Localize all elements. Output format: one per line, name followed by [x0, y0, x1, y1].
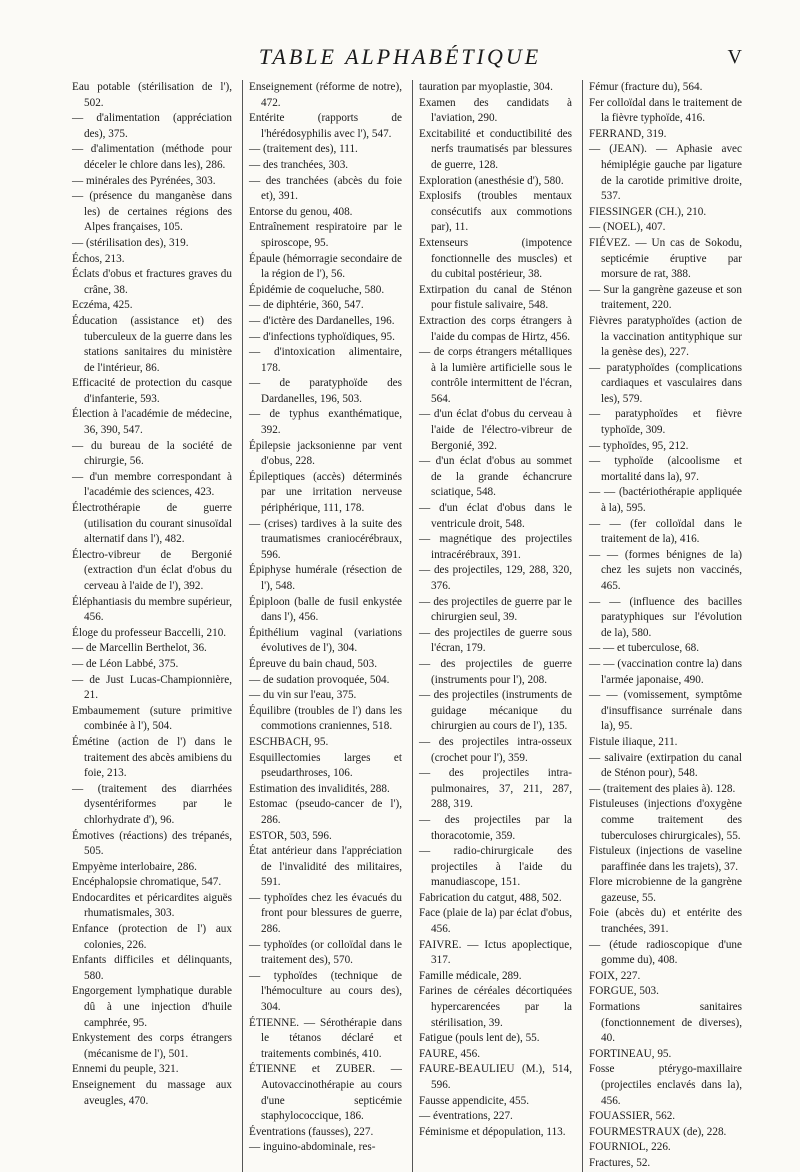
index-entry: Estimation des invalidités, 288.	[249, 782, 390, 795]
index-entry: Farines de céréales décortiquées hypercarencées par la stérilisation, 39.	[419, 985, 572, 1029]
index-entry: Électro-vibreur de Bergonié (extraction d'un éclat d'obus du cerveau à l'aide de l'), 392.	[72, 548, 232, 592]
index-entry: Fabrication du catgut, 488, 502.	[419, 891, 562, 904]
index-entry: — du vin sur l'eau, 375.	[249, 689, 357, 702]
index-entry: — (traitement des diarrhées dysentériformes par le chlorhydrate d'), 96.	[72, 782, 232, 826]
index-entry: — d'infections typhoïdiques, 95.	[249, 330, 395, 343]
index-entry: — de typhus exanthématique, 392.	[249, 408, 402, 437]
index-entry: — d'un éclat d'obus du cerveau à l'aide de l'électro-vibreur de Bergonié, 392.	[419, 408, 572, 452]
index-entry: Éléphantiasis du membre supérieur, 456.	[72, 595, 232, 624]
index-entry: — (traitement des plaies à). 128.	[589, 782, 736, 795]
index-entry: Épiphyse humérale (résection de l'), 548.	[249, 564, 402, 592]
index-entry: Encéphalopsie chromatique, 547.	[72, 876, 222, 889]
index-entry: Épithélium vaginal (variations évolutives de l'), 304.	[249, 626, 402, 655]
index-entry: Foie (abcès du) et entérite des tranchées, 391.	[589, 907, 742, 936]
index-entry: Formations sanitaires (fonctionnement de diverses), 40.	[589, 1001, 742, 1045]
index-entry: Émotives (réactions) des trépanés, 505.	[72, 829, 232, 858]
index-entry: Estomac (pseudo-cancer de l'), 286.	[249, 798, 402, 826]
index-entry: ÉTIENNE. — Sérothérapie dans le tétanos déclaré et traitements combinés, 410.	[249, 1016, 402, 1060]
index-entry: — d'alimentation (appréciation des), 375.	[72, 112, 232, 140]
index-entry: Fosse ptérygo-maxillaire (projectiles enclavés dans la), 456.	[589, 1063, 742, 1107]
index-entry: — typhoïdes (or colloïdal dans le traitement des), 570.	[249, 938, 402, 967]
index-entry: — — (vomissement, symptôme d'insuffisance surrénale dans la), 95.	[589, 689, 742, 733]
index-entry: Équilibre (troubles de l') dans les commotions craniennes, 518.	[249, 704, 402, 733]
index-entry: — d'alimentation (méthode pour déceler le chlore dans les), 286.	[72, 143, 232, 171]
index-entry: Eczéma, 425.	[72, 299, 133, 312]
index-entry: — d'intoxication alimentaire, 178.	[249, 346, 402, 374]
index-entry: Émétine (action de l') dans le traitement des abcès amibiens du foie, 213.	[72, 735, 232, 780]
index-entry: — — et tuberculose, 68.	[589, 642, 699, 655]
index-entry: — d'un éclat d'obus dans le ventricule droit, 548.	[419, 502, 572, 530]
index-entry: Éducation (assistance et) des tuberculeux de la guerre dans les stations sanitaires du ministère de l'intérieur, 86.	[72, 314, 232, 374]
index-entry: Fer colloïdal dans le traitement de la fièvre typhoïde, 416.	[589, 96, 742, 125]
index-entry: FOIX, 227.	[589, 969, 641, 982]
index-entry: — de paratyphoïde des Dardanelles, 196, 503.	[249, 377, 402, 405]
index-entry: — — (fer colloïdal dans le traitement de la), 416.	[589, 517, 742, 546]
index-entry: Épreuve du bain chaud, 503.	[249, 657, 377, 670]
index-entry: Examen des candidats à l'aviation, 290.	[419, 96, 572, 125]
index-entry: — minérales des Pyrénées, 303.	[72, 174, 216, 187]
index-entry: — (crises) tardives à la suite des traumatismes craniocérébraux, 596.	[249, 517, 402, 561]
index-entry: Engorgement lymphatique durable dû à une injection d'huile camphrée, 95.	[72, 985, 232, 1029]
index-entry: — des projectiles par la thoracotomie, 359.	[419, 813, 572, 842]
index-entry: Éclats d'obus et fractures graves du crâne, 38.	[72, 268, 232, 296]
index-entry: Éventrations (fausses), 227.	[249, 1125, 374, 1138]
index-entry: — des projectiles de guerre sous l'écran, 179.	[419, 626, 572, 655]
index-entry: — des projectiles intra-pulmonaires, 37, 211, 287, 288, 319.	[419, 767, 572, 811]
index-entry: — de Marcellin Berthelot, 36.	[72, 642, 207, 655]
index-entry: Enfance (protection de l') aux colonies, 226.	[72, 923, 232, 951]
index-entry: — des tranchées, 303.	[249, 158, 349, 171]
index-entry: Épidémie de coqueluche, 580.	[249, 283, 385, 296]
index-entry: — (étude radioscopique d'une gomme du), 408.	[589, 938, 742, 967]
index-entry: Esquillectomies larges et pseudarthroses, 106.	[249, 751, 402, 780]
index-entry: — (présence du manganèse dans les) de certaines régions des Alpes françaises, 105.	[72, 190, 232, 234]
index-entry: Extirpation du canal de Sténon pour fistule salivaire, 548.	[419, 283, 572, 312]
index-entry: Épiploon (balle de fusil enkystée dans l'), 456.	[249, 595, 402, 624]
index-entry: FIESSINGER (CH.), 210.	[589, 205, 707, 218]
index-entry: Épaule (hémorragie secondaire de la région de l'), 56.	[249, 252, 402, 281]
index-entry: — du bureau de la société de chirurgie, 56.	[72, 439, 232, 468]
index-column-1	[72, 80, 234, 1172]
index-entry: FIÉVEZ. — Un cas de Sokodu, septicémie éruptive par morsure de rat, 388.	[589, 236, 742, 281]
page-title: TABLE ALPHABÉTIQUE	[258, 44, 542, 69]
index-entry: Élection à l'académie de médecine, 36, 390, 547.	[72, 408, 232, 437]
index-entry: FORTINEAU, 95.	[589, 1047, 672, 1060]
index-column-3	[412, 80, 574, 1172]
index-entry: Enseignement du massage aux aveugles, 470.	[72, 1079, 232, 1107]
index-entry: Efficacité de protection du casque d'infanterie, 593.	[72, 377, 232, 405]
index-entry: — — (influence des bacilles paratyphiques sur l'évolution de la), 580.	[589, 595, 742, 639]
index-entry: ESTOR, 503, 596.	[249, 829, 332, 842]
index-entry: FERRAND, 319.	[589, 127, 667, 140]
index-entry: FORGUE, 503.	[589, 985, 659, 998]
index-entry: Embaumement (suture primitive combinée à l'), 504.	[72, 704, 232, 733]
index-entry: — de corps étrangers métalliques à la lumière artificielle sous le contrôle intermittent de l'écran, 564.	[419, 346, 572, 405]
index-entry: Excitabilité et conductibilité des nerfs traumatisés par blessures de guerre, 128.	[419, 127, 572, 171]
index-entry: — typhoïdes (technique de l'hémoculture au cours des), 304.	[249, 969, 402, 1014]
index-entry: — typhoïde (alcoolisme et mortalité dans la), 97.	[589, 455, 742, 483]
index-entry: — des tranchées (abcès du foie et), 391.	[249, 174, 402, 203]
index-entry: Explosifs (troubles mentaux consécutifs aux commotions par), 11.	[419, 190, 572, 234]
index-entry: ESCHBACH, 95.	[249, 735, 329, 748]
index-entry: Entorse du genou, 408.	[249, 205, 353, 218]
index-entry: Flore microbienne de la gangrène gazeuse, 55.	[589, 876, 742, 904]
page-number: V	[727, 46, 742, 68]
index-entry: — typhoïdes, 95, 212.	[589, 439, 689, 452]
index-entry: — de Just Lucas-Championnière, 21.	[72, 673, 232, 702]
index-entry: — des projectiles de guerre (instruments pour l'), 208.	[419, 657, 572, 686]
index-entry: — des projectiles intra-osseux (crochet pour l'), 359.	[419, 735, 572, 764]
index-entry: — inguino-abdominale, res-	[249, 1141, 376, 1154]
index-entry: Endocardites et péricardites aiguës rhumatismales, 303.	[72, 891, 232, 920]
index-entry: — salivaire (extirpation du canal de Sténon pour), 548.	[589, 751, 742, 780]
index-entry: — (stérilisation des), 319.	[72, 236, 189, 249]
index-columns	[72, 80, 744, 1169]
index-entry: — (JEAN). — Aphasie avec hémiplégie gauche par ligature de la carotide primitive droite, 537.	[589, 143, 742, 203]
index-entry: — Sur la gangrène gazeuse et son traitement, 220.	[589, 283, 742, 312]
index-entry: Enkystement des corps étrangers (mécanisme de l'), 501.	[72, 1032, 232, 1060]
index-entry: Fatigue (pouls lent de), 55.	[419, 1032, 540, 1045]
index-column-2	[242, 80, 404, 1172]
index-entry: — (NOEL), 407.	[589, 221, 666, 234]
index-entry: Fémur (fracture du), 564.	[589, 81, 703, 93]
index-entry: Électrothérapie de guerre (utilisation du courant sinusoïdal alternatif dans l'), 482.	[72, 502, 232, 546]
index-entry: Épileptiques (accès) déterminés par une irritation nerveuse périphérique, 111, 178.	[249, 470, 402, 515]
index-entry: Fièvres paratyphoïdes (action de la vaccination antityphique sur la genèse des), 227.	[589, 314, 742, 359]
index-entry: FAURE, 456.	[419, 1047, 481, 1060]
index-entry: tauration par myoplastie, 304.	[419, 81, 553, 93]
index-entry: Fistuleuses (injections d'oxygène comme traitement des tuberculoses chirurgicales), 55.	[589, 798, 742, 842]
index-entry: Fausse appendicite, 455.	[419, 1094, 529, 1107]
index-entry: — — (vaccination contre la) dans l'armée japonaise, 490.	[589, 657, 742, 686]
index-entry: Éloge du professeur Baccelli, 210.	[72, 626, 227, 639]
index-entry: — de diphtérie, 360, 547.	[249, 299, 364, 312]
index-entry: — des projectiles (instruments de guidage mécanique du chirurgien au cours de l'), 135.	[419, 689, 572, 733]
index-entry: — — (formes bénignes de la) chez les sujets non vaccinés, 465.	[589, 548, 742, 592]
index-entry: — paratyphoïdes et fièvre typhoïde, 309.	[589, 408, 742, 437]
index-entry: FAIVRE. — Ictus apoplectique, 317.	[419, 938, 572, 967]
index-entry: FOURNIOL, 226.	[589, 1141, 671, 1154]
index-entry: Extenseurs (impotence fonctionnelle des muscles) et du cubital postérieur, 38.	[419, 236, 572, 281]
index-entry: Enfants difficiles et délinquants, 580.	[72, 954, 232, 982]
index-entry: — (traitement des), 111.	[249, 143, 358, 156]
index-entry: Féminisme et dépopulation, 113.	[419, 1125, 566, 1138]
index-entry: Ennemi du peuple, 321.	[72, 1063, 179, 1076]
index-entry: FAURE-BEAULIEU (M.), 514, 596.	[419, 1063, 572, 1091]
index-entry: FOURMESTRAUX (de), 228.	[589, 1125, 727, 1138]
index-entry: — des projectiles, 129, 288, 320, 376.	[419, 564, 572, 592]
index-entry: Fistule iliaque, 211.	[589, 735, 678, 748]
index-entry: Eau potable (stérilisation de l'), 502.	[72, 81, 232, 109]
index-entry: — d'ictère des Dardanelles, 196.	[249, 314, 395, 327]
index-entry: Entérite (rapports de l'hérédosyphilis avec l'), 547.	[249, 112, 402, 140]
index-entry: ÉTIENNE et ZUBER. — Autovaccinothérapie au cours d'une septicémie staphylococcique, 186.	[249, 1063, 402, 1123]
index-entry: — radio-chirurgicale des projectiles à l'aide du manudiascope, 151.	[419, 845, 572, 889]
index-entry: — paratyphoïdes (complications cardiaques et vasculaires dans les), 579.	[589, 361, 742, 405]
index-entry: — éventrations, 227.	[419, 1110, 513, 1123]
index-entry: Extraction des corps étrangers à l'aide du compas de Hirtz, 456.	[419, 314, 572, 343]
index-entry: Fistuleux (injections de vaseline paraffinée dans les trajets), 37.	[589, 845, 742, 873]
index-entry: — typhoïdes chez les évacués du front pour blessures de guerre, 286.	[249, 891, 402, 936]
index-entry: — d'un membre correspondant à l'académie des sciences, 423.	[72, 470, 232, 499]
index-entry: — des projectiles de guerre par le chirurgien seul, 39.	[419, 595, 572, 624]
index-entry: Famille médicale, 289.	[419, 969, 522, 982]
index-entry: — de sudation provoquée, 504.	[249, 673, 390, 686]
index-entry: — magnétique des projectiles intracérébraux, 391.	[419, 533, 572, 561]
index-entry: Fractures, 52.	[589, 1156, 651, 1169]
index-entry: Empyème interlobaire, 286.	[72, 860, 197, 873]
index-entry: — d'un éclat d'obus au sommet de la grande échancrure sciatique, 548.	[419, 455, 572, 499]
page-header	[0, 44, 800, 76]
index-entry: État antérieur dans l'appréciation de l'invalidité des militaires, 591.	[249, 845, 402, 889]
index-entry: Exploration (anesthésie d'), 580.	[419, 174, 564, 187]
index-entry: — de Léon Labbé, 375.	[72, 657, 179, 670]
index-entry: Entraînement respiratoire par le spiroscope, 95.	[249, 221, 402, 249]
index-entry: Échos, 213.	[72, 252, 125, 265]
index-entry: FOUASSIER, 562.	[589, 1110, 676, 1123]
index-entry: Enseignement (réforme de notre), 472.	[249, 81, 402, 109]
index-entry: Face (plaie de la) par éclat d'obus, 456.	[419, 907, 572, 936]
index-entry: Épilepsie jacksonienne par vent d'obus, 228.	[249, 439, 402, 468]
index-entry: — — (bactériothérapie appliquée à la), 595.	[589, 486, 742, 515]
index-column-4	[582, 80, 744, 1172]
